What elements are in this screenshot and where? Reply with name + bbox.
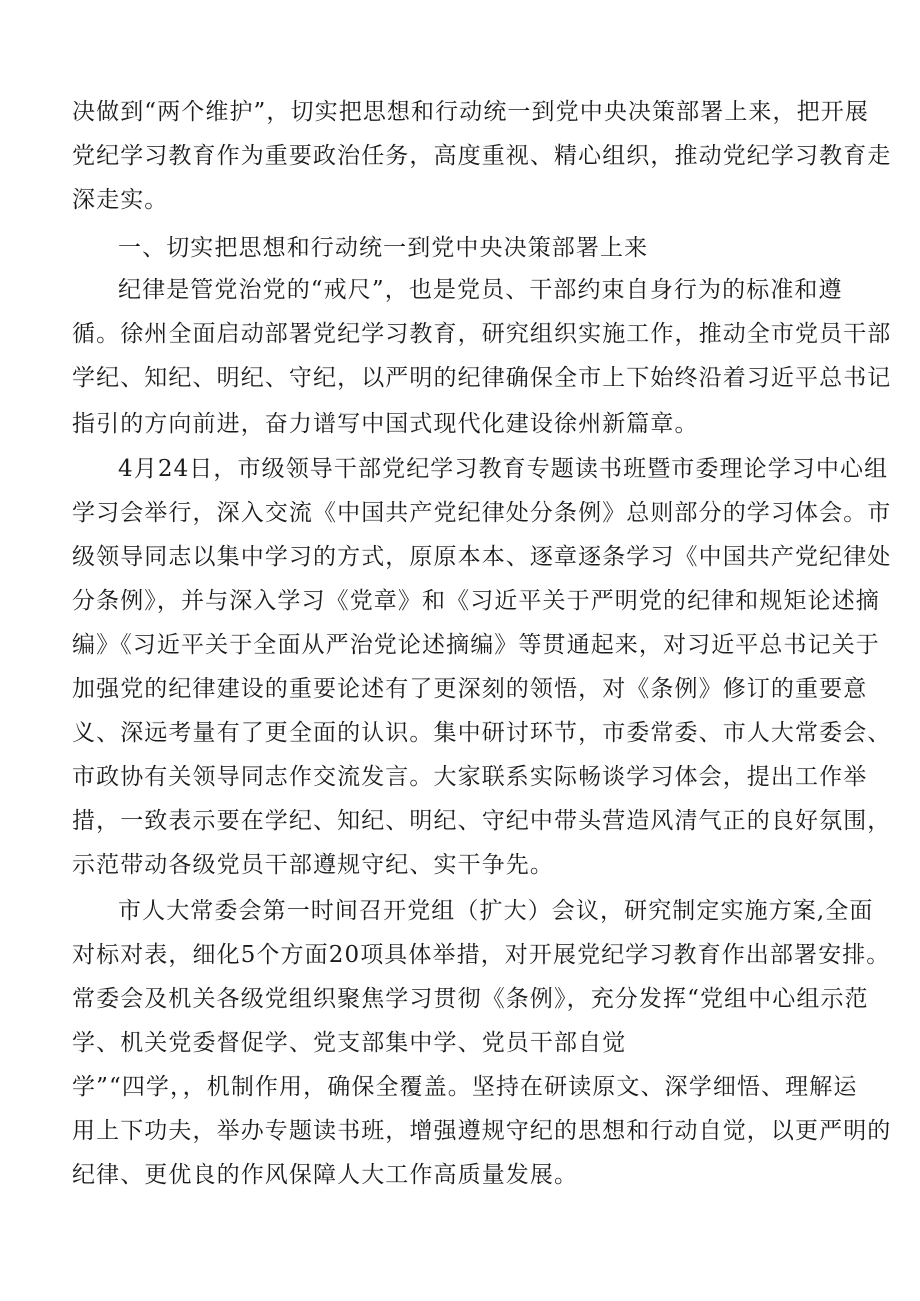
text-line: 义、深远考量有了更全面的认识。集中研讨环节，市委常委、市人大常委会、 (72, 720, 892, 746)
text-line: 纪律是管党治党的“戒尺”，也是党员、干部约束自身行为的标准和遵 (118, 277, 843, 303)
text-line: 编》《习近平关于全面从严治党论述摘编》等贯通起来，对习近平总书记关于 (72, 632, 880, 658)
text-line: 党纪学习教育作为重要政治任务，高度重视、精心组织，推动党纪学习教育走 (72, 143, 892, 169)
text-line: 学、机关党委督促学、党支部集中学、党员干部自觉 (72, 1030, 627, 1056)
text-line: 加强党的纪律建设的重要论述有了更深刻的领悟，对《条例》修订的重要意 (72, 676, 868, 702)
text-line: 指引的方向前进，奋力谱写中国式现代化建设徐州新篇章。 (72, 411, 699, 437)
text-line: 示范带动各级党员干部遵规守纪、实干争先。 (72, 852, 554, 878)
text-line: 循。徐州全面启动部署党纪学习教育，研究组织实施工作，推动全市党员干部 (72, 321, 892, 347)
text-line: 对标对表，细化5个方面20项具体举措，对开展党纪学习教育作出部署安排。 (72, 942, 891, 968)
text-line: 市政协有关领导同志作交流发言。大家联系实际畅谈学习体会，提出工作举 (72, 764, 868, 790)
text-line: 决做到“两个维护”，切实把思想和行动统一到党中央决策部署上来，把开展 (72, 99, 869, 125)
text-line: 学”“四学，，机制作用，确保全覆盖。坚持在研读原文、深学细悟、理解运 (72, 1074, 858, 1100)
text-line: 级领导同志以集中学习的方式，原原本本、逐章逐条学习《中国共产党纪律处 (72, 544, 892, 570)
text-line: 市人大常委会第一时间召开党组（扩大）会议，研究制定实施方案,全面 (118, 898, 874, 924)
text-line: 用上下功夫，举办专题读书班，增强遵规守纪的思想和行动自觉，以更严明的 (72, 1118, 892, 1144)
text-line: 分条例》，并与深入学习《党章》和《习近平关于严明党的纪律和规矩论述摘 (72, 588, 880, 614)
text-line: 学习会举行，深入交流《中国共产党纪律处分条例》总则部分的学习体会。市 (72, 500, 892, 526)
text-line: 学纪、知纪、明纪、守纪，以严明的纪律确保全市上下始终沿着习近平总书记 (72, 365, 892, 391)
text-line: 常委会及机关各级党组织聚焦学习贯彻《条例》，充分发挥“党组中心组示范 (72, 986, 869, 1012)
section-heading: 一、切实把思想和行动统一到党中央决策部署上来 (118, 235, 649, 261)
text-line: 4月24日，市级领导干部党纪学习教育专题读书班暨市委理论学习中心组 (118, 456, 889, 482)
text-line: 措，一致表示要在学纪、知纪、明纪、守纪中带头营造风清气正的良好氛围， (72, 808, 892, 834)
text-line: 深走实。 (72, 187, 169, 213)
text-line: 纪律、更优良的作风保障人大工作高质量发展。 (72, 1162, 579, 1188)
